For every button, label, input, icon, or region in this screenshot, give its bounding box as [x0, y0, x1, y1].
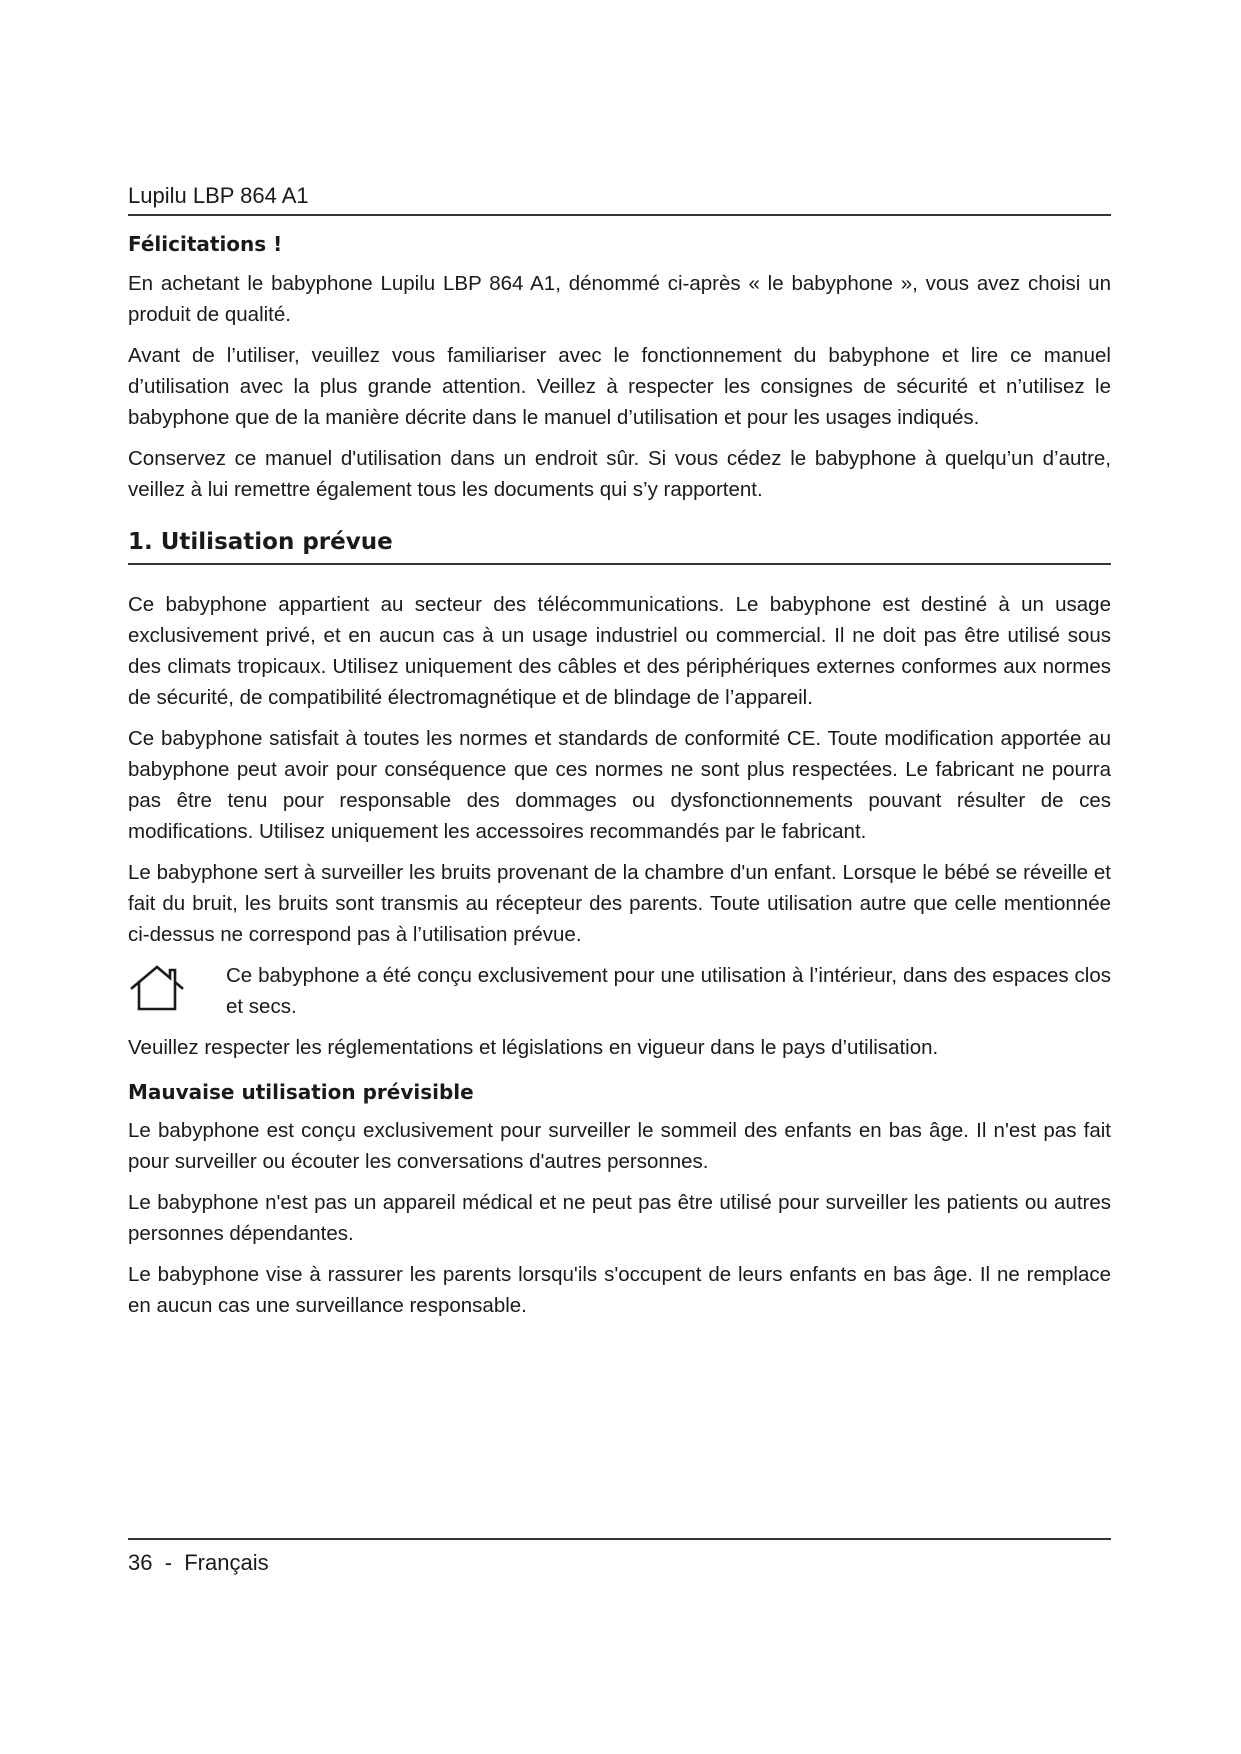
- section1-paragraph-2: Ce babyphone satisfait à toutes les normes et standards de conformité CE. Toute modification apportée au babyphone peut avoir pour conséquence que ces normes ne sont plus respectées. Le fabricant ne pourra pas être tenu pour responsable des dommages ou dysfonctionnements pouvant résulter de ces modifications. Utilisez uniquement les accessoires recommandés par le fabricant.: [128, 727, 1111, 843]
- intro-paragraph-3: Conservez ce manuel d'utilisation dans un endroit sûr. Si vous cédez le babyphone à quelqu’un d’autre, veillez à lui remettre également tous les documents qui s’y rapportent.: [128, 447, 1111, 501]
- intro-paragraph-2: Avant de l’utiliser, veuillez vous familiariser avec le fonctionnement du babyphone et lire ce manuel d’utilisation avec la plus grande attention. Veillez à respecter les consignes de sécurité et n’utilisez le babyphone que de la manière décrite dans le manuel d’utilisation et pour les usages indiqués.: [128, 344, 1111, 429]
- misuse-paragraph-3: Le babyphone vise à rassurer les parents lorsqu'ils s'occupent de leurs enfants en bas âge. Il ne remplace en aucun cas une surveillance responsable.: [128, 1263, 1111, 1317]
- running-header: Lupilu LBP 864 A1: [128, 180, 1111, 216]
- section1-paragraph-3: Le babyphone sert à surveiller les bruits provenant de la chambre d'un enfant. Lorsque le bébé se réveille et fait du bruit, les bruits sont transmis au récepteur des parents. Toute utilisation autre que celle mentionnée ci-dessus ne correspond pas à l’utilisation prévue.: [128, 861, 1111, 946]
- regulations-paragraph: Veuillez respecter les réglementations et législations en vigueur dans le pays d’utilisation.: [128, 1036, 939, 1059]
- misuse-paragraph-2: Le babyphone n'est pas un appareil médical et ne peut pas être utilisé pour surveiller les patients ou autres personnes dépendantes.: [128, 1191, 1111, 1245]
- section1-paragraph-1: Ce babyphone appartient au secteur des télécommunications. Le babyphone est destiné à un usage exclusivement privé, et en aucun cas à un usage industriel ou commercial. Il ne doit pas être utilisé sous des climats tropicaux. Utilisez uniquement des câbles et des périphériques externes conformes aux normes de sécurité, de compatibilité électromagnétique et de blindage de l’appareil.: [128, 593, 1111, 709]
- section-title-utilisation-prevue: 1. Utilisation prévue: [128, 525, 1111, 565]
- misuse-paragraph-1: Le babyphone est conçu exclusivement pour surveiller le sommeil des enfants en bas âge. Il n'est pas fait pour surveiller ou écouter les conversations d'autres personnes.: [128, 1119, 1111, 1173]
- page-content: [128, 180, 1111, 1331]
- house-icon: [128, 960, 226, 1017]
- intro-paragraph-1: En achetant le babyphone Lupilu LBP 864 A1, dénommé ci-après « le babyphone », vous avez choisi un produit de qualité.: [128, 272, 1111, 326]
- indoor-use-text: Ce babyphone a été conçu exclusivement pour une utilisation à l’intérieur, dans des espaces clos et secs.: [226, 964, 1111, 1018]
- intro-title: Félicitations !: [128, 232, 283, 256]
- indoor-use-note: [128, 960, 1111, 1022]
- page-number-label: 36 - Français: [128, 1550, 269, 1575]
- misuse-title: Mauvaise utilisation prévisible: [128, 1080, 474, 1104]
- page-footer: [128, 1538, 1111, 1578]
